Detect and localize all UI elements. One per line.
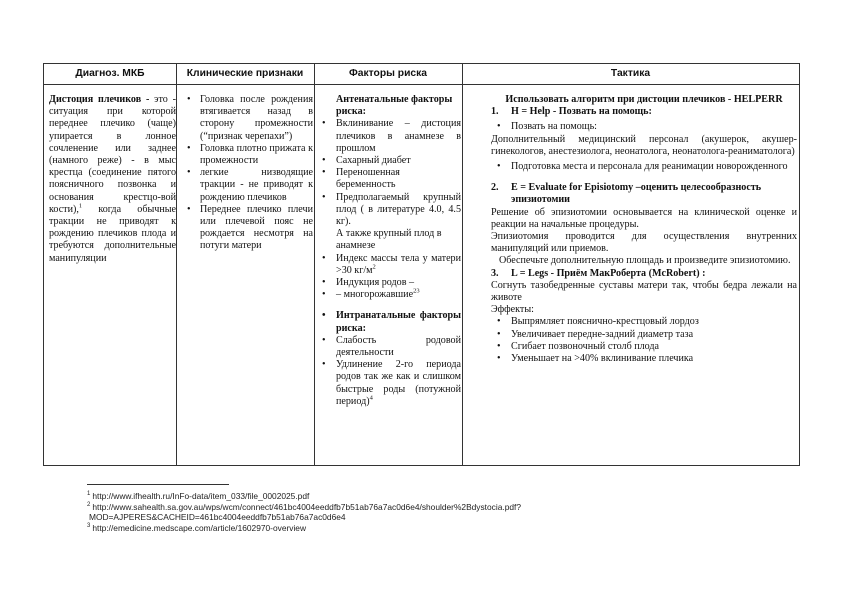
list-item: • Индукция родов – [322,277,415,289]
list-item: • Выпрямляет пояснично-крестцовый лордоз [497,316,699,328]
step-2-text: Эпизиотомия проводится для осуществления внутренних манипуляций или приемов. [491,231,797,255]
list-item: • Подготовка места и персонала для реанимации новорожденного [497,161,788,173]
list-item: • Головка после рождения втягивается назад в сторону промежности (“признак черепахи”) [187,94,313,142]
step-1-text: Дополнительный медицинский персонал (акушерок, акушер-гинекологов, анестезиолога, неонатолога, неонатолога-реаниматолога) [491,133,797,157]
step-1: 1. H = Help - Позвать на помощь: [491,106,652,118]
footnote-separator [87,484,229,485]
list-item: • – многорожавшие$^{23}$ [322,287,420,301]
footnote: $^2$ http://www.sahealth.sa.gov.au/wps/wcm/connect/461bc4004eeddfb7b51ab76a7ac0d6e4/shoulder%2Bdystocia.pdf? [87,501,522,512]
diagnosis-cell [49,94,176,265]
list-item: • Позвать на помощь: [497,121,597,133]
column-divider [314,64,315,465]
footnote-ref: 1 [78,202,83,210]
header-clinical-signs: Клинические признаки [186,68,304,79]
step-2-text: Решение об эпизиотомии основывается на клинической оценке и реакции на начальные процедуры. [491,206,797,230]
tactics-cell [491,94,797,365]
column-divider [462,64,463,465]
protocol-table [43,63,800,466]
antenatal-extra: А также крупный плод в анамнезе [336,228,442,252]
header-tactics: Тактика [610,68,651,79]
antenatal-title: Антенатальные факторы риска: [336,94,453,118]
diagnosis-text: это - ситуация при которой переднее плечико (чаще) упирается в лонное сочленение или заднее (намного реже) - в мыс крестца (соединение пятого поясничного позвонка и основания крестцо-вой кости), [49,94,176,215]
list-item: • Переднее плечико плечи или плечевой пояс не рождается несмотря на потуги матери [187,203,313,252]
list-item: • Сахарный диабет [322,155,411,167]
list-item: • Переношенная беременность [322,167,400,191]
effects-label: Эффекты: [491,304,534,316]
step-3: 3. L = Legs - Приём МакРоберта (McRobert) : [491,267,706,279]
diagnosis-title: Дистоция плечиков - [49,94,150,105]
risk-factors-cell [320,94,461,408]
clinical-signs-cell [185,94,313,253]
footnote: MOD=AJPERES&CACHEID=461bc4004eeddfb7b51ab76a7ac0d6e4 [89,512,346,522]
step-3-text: Согнуть тазобедренные суставы матери так, чтобы бедра лежали на животе [491,279,797,304]
list-item: • Индекс массы тела у матери >30 $кг/м^2$ [322,252,461,276]
diagnosis-text-cont: когда обычные тракции не приводят к рождению плечиков плода и требуются дополнительные манипуляции [49,203,176,264]
list-item: • легкие низводящие тракции - не приводят к рождению плечиков [187,167,313,203]
list-item: • Уменьшает на >40% вклинивание плечика [497,353,694,365]
header-divider [44,84,799,85]
list-item: • Головка плотно прижата к промежности [187,142,313,167]
footnote: $^3$ http://emedicine.medscape.com/article/1602970-overview [87,522,307,533]
list-item: • Слабость родовой деятельности [322,334,461,359]
column-divider [176,64,177,465]
step-2: 2. E = Evaluate for Episiotomy –оценить целесообразность эпизиотомии [491,182,762,206]
list-item: • Увеличивает передне-задний диаметр таза [497,328,694,340]
footnote: $^1$ http://www.ifhealth.ru/InFo-data/item_033/file_0002025.pdf [87,491,310,501]
tactics-title: Использовать алгоритм при дистоции плечиков - HELPERR [505,94,783,105]
intrapartum-title: • Интранатальные факторы риска: [322,310,461,334]
step-2-text: Обеспечьте дополнительную площадь и произведите эпизиотомию. [499,255,791,267]
footnotes [87,491,787,533]
list-item: • Предполагаемый крупный плод ( в литературе 4.0, 4.5 кг). [322,191,461,228]
header-diagnosis: Диагноз. МКБ [75,68,145,79]
list-item: • Вклинивание – дистоция плечиков в анамнезе в прошлом [322,118,461,154]
header-risk-factors: Факторы риска [348,68,428,79]
list-item: • Сгибает позвоночный столб плода [497,340,660,352]
list-item: • Удлинение 2-го периода родов так же как и слишком быстрые роды (потужной период)$^4$ [322,359,461,407]
